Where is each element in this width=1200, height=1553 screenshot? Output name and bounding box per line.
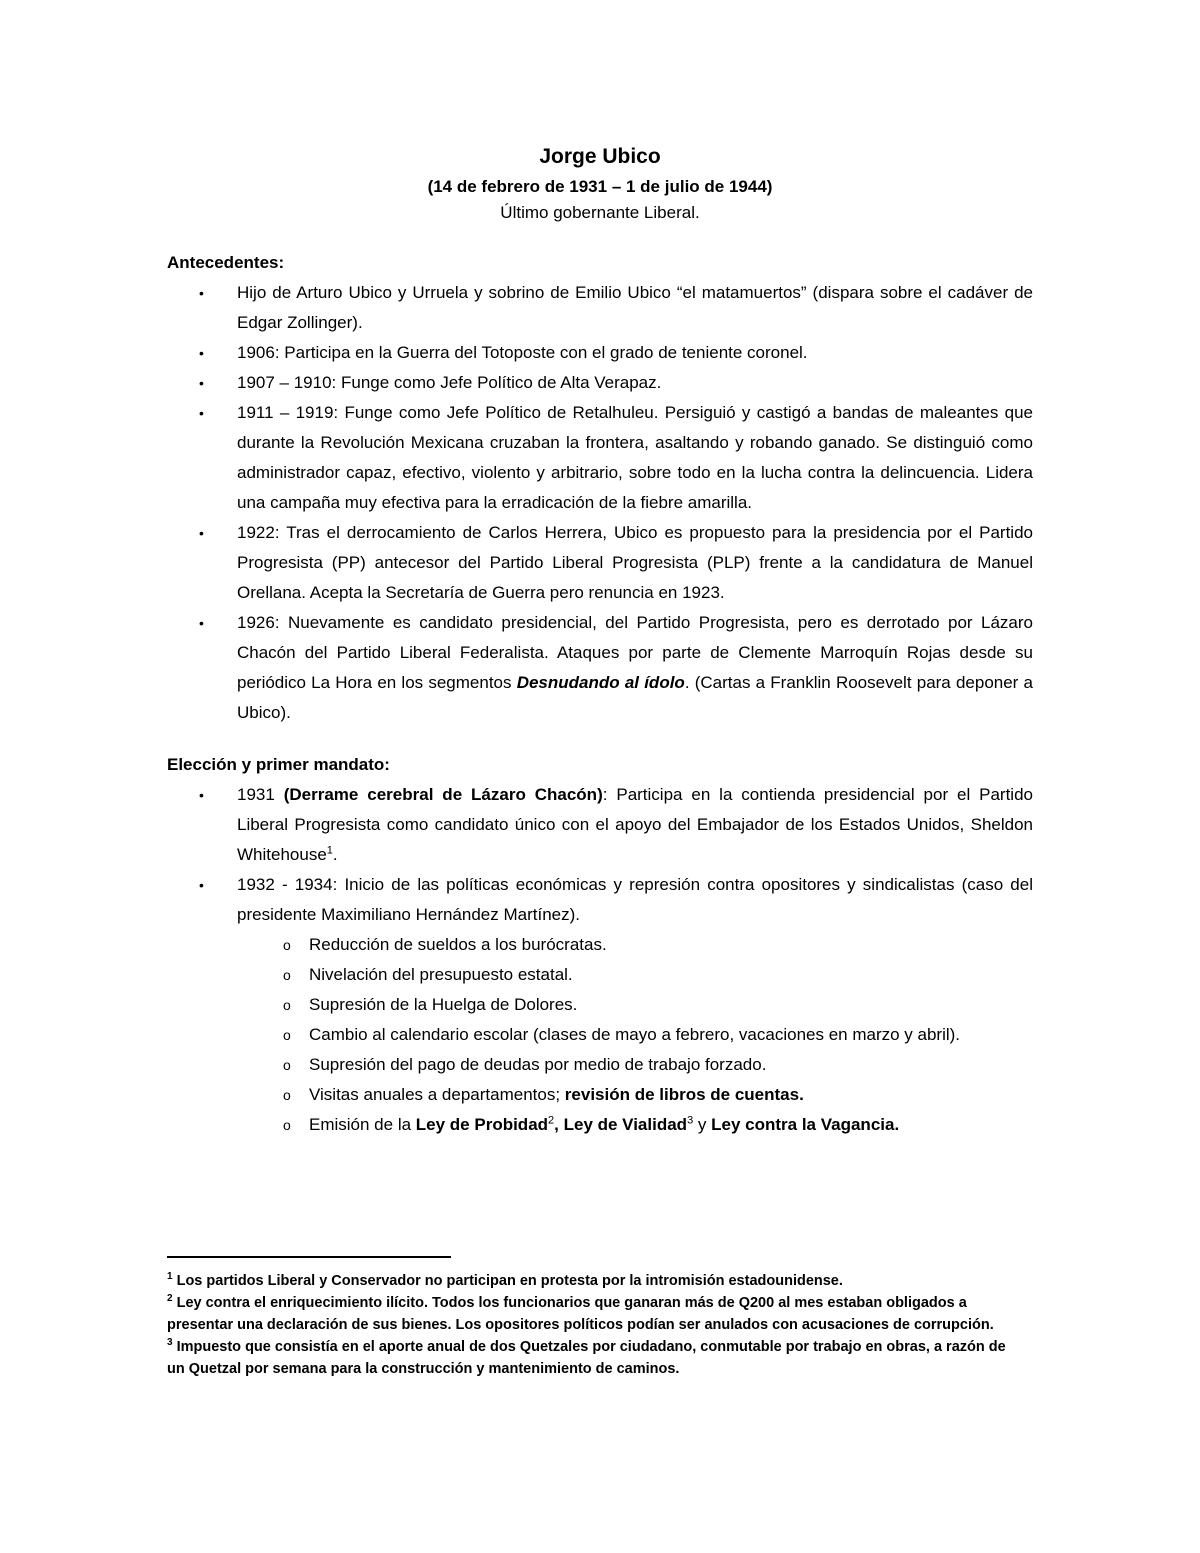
item-year: 1926 [237, 613, 275, 632]
eleccion-list [167, 780, 1033, 1140]
bullet-icon: • [199, 615, 204, 631]
item-year: 1907 – 1910 [237, 373, 332, 392]
item-year: 1932 - 1934 [237, 875, 333, 894]
list-item: • 1907 – 1910: Funge como Jefe Político de Alta Verapaz. [167, 368, 1033, 398]
sub-list [237, 930, 1033, 1140]
section-heading-eleccion: Elección y primer mandato: [167, 755, 390, 774]
bullet-icon: • [199, 787, 204, 803]
item-year: 1911 – 1919 [237, 403, 334, 422]
document-page [167, 140, 1033, 1140]
bullet-icon: • [199, 285, 204, 301]
footnote-number: 2 [167, 1293, 173, 1305]
footnote-separator [167, 1256, 451, 1258]
list-item: • 1932 - 1934: Inicio de las políticas económicas y represión contra opositores y sindicalistas (caso del presidente Maximiliano Hernández Martínez). o Reducción de sueldos a los burócratas. o Nivelación del presupuesto estatal. o Supresión de la Huelga de Dolores. o Cambio al calendario escolar (clases de mayo a febrero, vacaciones en marzo y abril). o Supresión del pago de deudas por medio de trabajo forzado. o Visitas anuales a departamentos; revisión de libros de cuentas. o Emisión de la Ley de Probidad$^2$, Ley de Vialidad$^3$ y Ley contra la Vagancia. [167, 870, 1033, 1140]
footnote-ref: 2 [548, 1114, 555, 1127]
sub-list-item: o Nivelación del presupuesto estatal. [237, 960, 1033, 990]
circle-bullet-icon: o [283, 1057, 291, 1073]
list-item: • Hijo de Arturo Ubico y Urruela y sobrino de Emilio Ubico “el matamuertos” (dispara sobre el cadáver de Edgar Zollinger). [167, 278, 1033, 338]
bullet-icon: • [199, 525, 204, 541]
circle-bullet-icon: o [283, 967, 291, 983]
footnote-number: 1 [167, 1271, 173, 1283]
footnote: $^2$ Ley contra el enriquecimiento ilícito. Todos los funcionarios que ganaran más de Q200 al mes estaban obligados a presentar una declaración de sus bienes. Los opositores políticos podían ser anulados con acusaciones de corrupción. [167, 1293, 994, 1333]
item-year: 1931 [237, 785, 275, 804]
sub-list-item: o Emisión de la Ley de Probidad$^2$, Ley de Vialidad$^3$ y Ley contra la Vagancia. [237, 1110, 1033, 1140]
sub-list-item: o Visitas anuales a departamentos; revisión de libros de cuentas. [237, 1080, 1033, 1110]
page-tagline: Último gobernante Liberal. [500, 203, 700, 222]
circle-bullet-icon: o [283, 997, 291, 1013]
sub-list-item: o Cambio al calendario escolar (clases de mayo a febrero, vacaciones en marzo y abril). [237, 1020, 1033, 1050]
page-dates: (14 de febrero de 1931 – 1 de julio de 1944) [427, 177, 773, 196]
italic-title: Desnudando al ídolo [516, 673, 685, 692]
footnotes [167, 1270, 1007, 1380]
circle-bullet-icon: o [283, 937, 291, 953]
circle-bullet-icon: o [283, 1117, 291, 1133]
circle-bullet-icon: o [283, 1087, 291, 1103]
footnote: $^3$ Impuesto que consistía en el aporte anual de dos Quetzales por ciudadano, conmutable por trabajo en obras, a razón de un Quetzal por semana para la construcción y mantenimiento de caminos. [167, 1337, 1006, 1377]
sub-list-item: o Supresión de la Huelga de Dolores. [237, 990, 1033, 1020]
bullet-icon: • [199, 877, 204, 893]
footnote-ref: 3 [687, 1114, 694, 1127]
sub-list-item: o Supresión del pago de deudas por medio de trabajo forzado. [237, 1050, 1033, 1080]
sub-list-item: o Reducción de sueldos a los burócratas. [237, 930, 1033, 960]
list-item: • 1911 – 1919: Funge como Jefe Político de Retalhuleu. Persiguió y castigó a bandas de maleantes que durante la Revolución Mexicana cruzaban la frontera, asaltando y robando ganado. Se distinguió como administrador capaz, efectivo, violento y arbitrario, sobre todo en la lucha contra la delincuencia. Lidera una campaña muy efectiva para la erradicación de la fiebre amarilla. [167, 398, 1033, 518]
footnote: $^1$ Los partidos Liberal y Conservador no participan en protesta por la intromisión estadounidense. [167, 1271, 843, 1289]
footnote-ref: 1 [326, 844, 333, 857]
bullet-icon: • [199, 405, 204, 421]
bullet-icon: • [199, 375, 204, 391]
bold-note: (Derrame cerebral de Lázaro Chacón) [274, 785, 603, 804]
section-heading-antecedentes: Antecedentes: [167, 253, 285, 272]
list-item: • 1926: Nuevamente es candidato presidencial, del Partido Progresista, pero es derrotado por Lázaro Chacón del Partido Liberal Federalista. Ataques por parte de Clemente Marroquín Rojas desde su periódico La Hora en los segmentos Desnudando al ídolo. (Cartas a Franklin Roosevelt para deponer a Ubico). [167, 608, 1033, 728]
item-year: 1906 [237, 343, 275, 362]
page-title: Jorge Ubico [539, 145, 661, 168]
list-item: • 1922: Tras el derrocamiento de Carlos Herrera, Ubico es propuesto para la presidencia por el Partido Progresista (PP) antecesor del Partido Liberal Progresista (PLP) frente a la candidatura de Manuel Orellana. Acepta la Secretaría de Guerra pero renuncia en 1923. [167, 518, 1033, 608]
circle-bullet-icon: o [283, 1027, 291, 1043]
item-year: 1922 [237, 523, 275, 542]
antecedentes-list [167, 278, 1033, 728]
footnote-number: 3 [167, 1337, 173, 1349]
bullet-icon: • [199, 345, 204, 361]
list-item: • 1931 (Derrame cerebral de Lázaro Chacón): Participa en la contienda presidencial por el Partido Liberal Progresista como candidato único con el apoyo del Embajador de los Estados Unidos, Sheldon Whitehouse$^1$. [167, 780, 1033, 870]
list-item: • 1906: Participa en la Guerra del Totoposte con el grado de teniente coronel. [167, 338, 1033, 368]
